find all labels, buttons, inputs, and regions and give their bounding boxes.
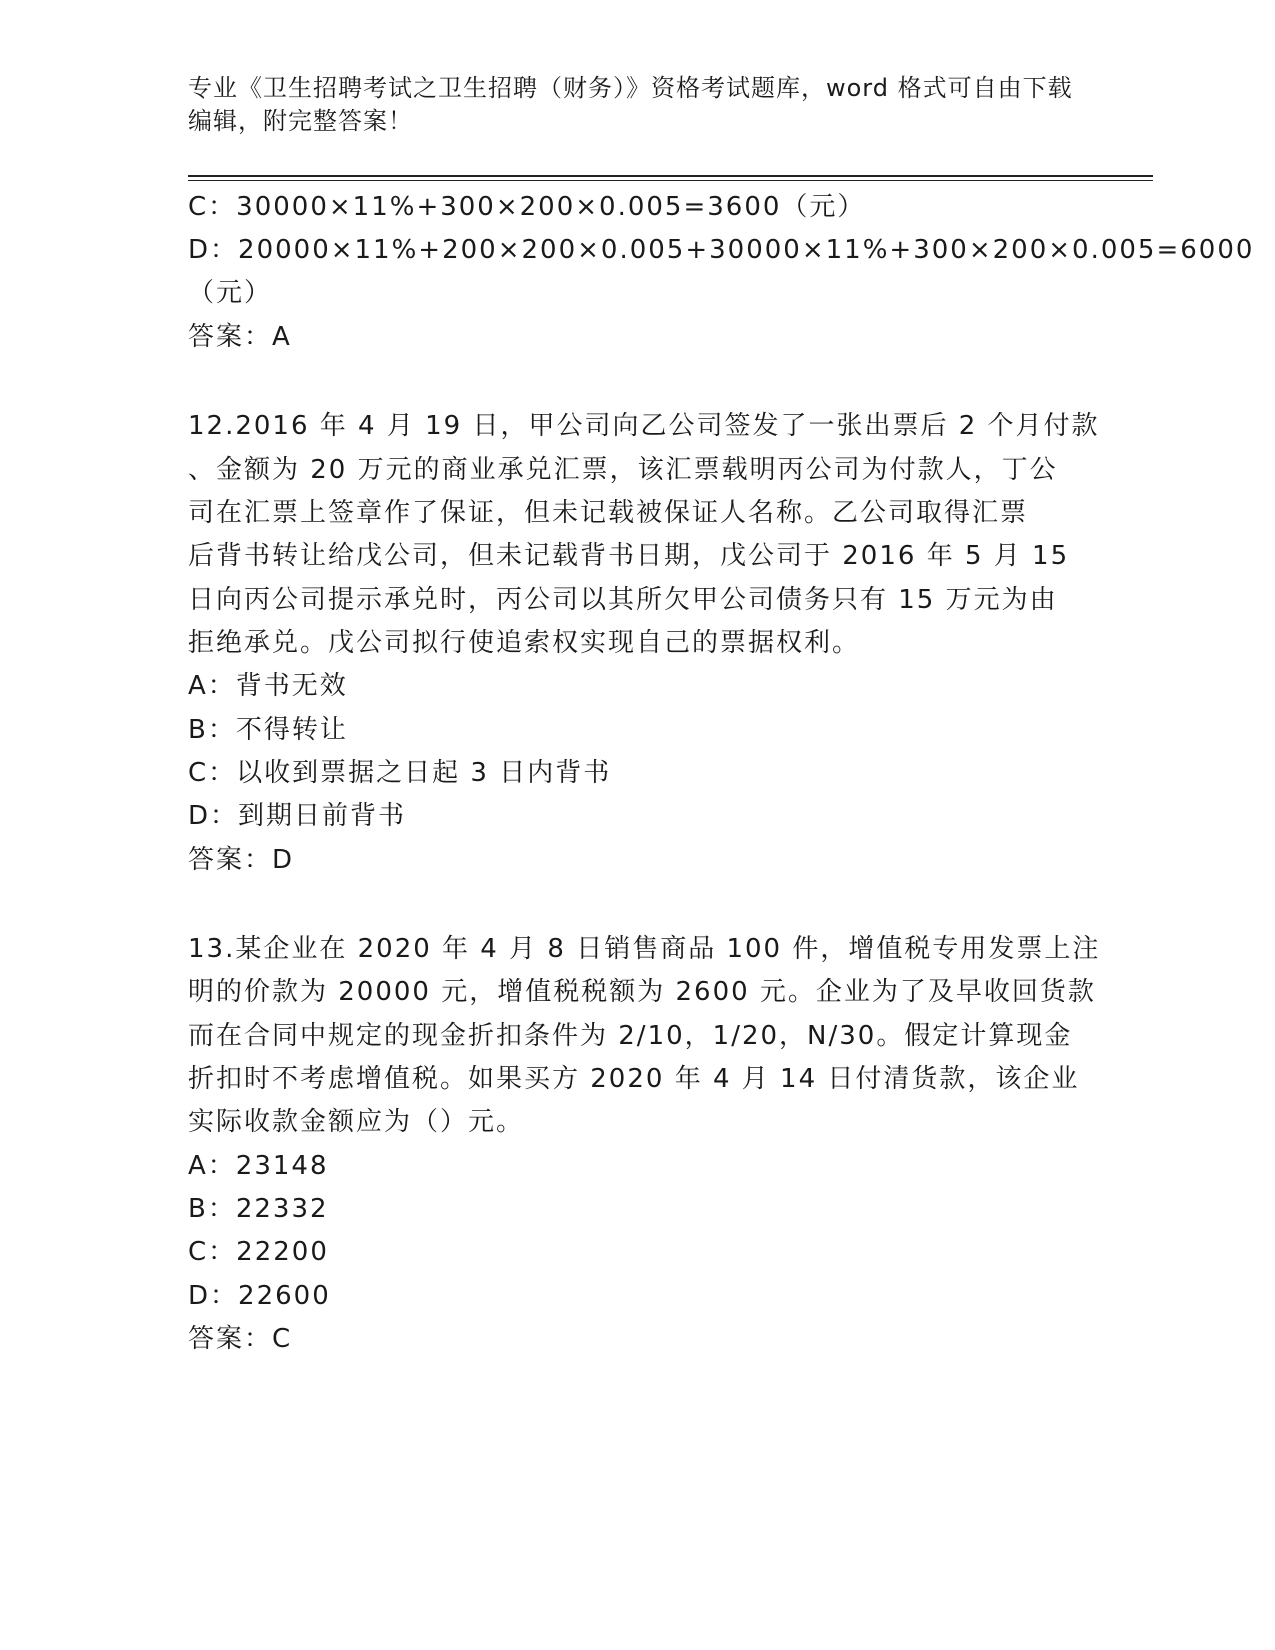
header-divider-thick — [188, 175, 1153, 177]
q12-option-b: B：不得转让 — [188, 715, 348, 745]
prev-option-d-line-1: D：20000×11%+200×200×0.005+30000×11%+300×200×0.005=6000 — [188, 235, 1255, 265]
prev-option-d-line-2: （元） — [188, 278, 273, 308]
header-line-2: 编辑，附完整答案！ — [188, 107, 413, 135]
q13-line: 13.某企业在 2020 年 4 月 8 日销售商品 100 件，增值税专用发票上注 — [188, 934, 1101, 964]
prev-answer: 答案：A — [188, 322, 292, 352]
q12-line: 、金额为 20 万元的商业承兑汇票，该汇票载明丙公司为付款人，丁公 — [188, 455, 1058, 485]
q13-line: 而在合同中规定的现金折扣条件为 2/10，1/20，N/30。假定计算现金 — [188, 1021, 1073, 1051]
q12-option-d: D：到期日前背书 — [188, 801, 407, 831]
q13-line: 折扣时不考虑增值税。如果买方 2020 年 4 月 14 日付清货款，该企业 — [188, 1064, 1080, 1094]
q12-option-a: A：背书无效 — [188, 671, 348, 701]
q13-option-d: D：22600 — [188, 1281, 331, 1311]
q13-option-a: A：23148 — [188, 1151, 329, 1181]
q12-line: 12.2016 年 4 月 19 日，甲公司向乙公司签发了一张出票后 2 个月付款 — [188, 411, 1100, 441]
q13-option-c: C：22200 — [188, 1237, 329, 1267]
prev-option-c: C：30000×11%+300×200×0.005=3600（元） — [188, 192, 866, 222]
q12-answer: 答案：D — [188, 845, 295, 875]
q12-line: 后背书转让给戊公司，但未记载背书日期，戊公司于 2016 年 5 月 15 — [188, 541, 1070, 571]
document-header — [188, 72, 1088, 138]
q13-line: 实际收款金额应为（）元。 — [188, 1107, 525, 1137]
header-line-1: 专业《卫生招聘考试之卫生招聘（财务）》资格考试题库，word 格式可自由下载 — [188, 74, 1073, 102]
q13-answer: 答案：C — [188, 1324, 293, 1354]
header-divider-thin — [188, 180, 1153, 181]
q13-option-b: B：22332 — [188, 1194, 329, 1224]
q13-line: 明的价款为 20000 元，增值税税额为 2600 元。企业为了及早收回货款 — [188, 977, 1096, 1007]
q12-line: 拒绝承兑。戊公司拟行使追索权实现自己的票据权利。 — [188, 628, 861, 658]
q12-line: 日向丙公司提示承兑时，丙公司以其所欠甲公司债务只有 15 万元为由 — [188, 585, 1058, 615]
q12-line: 司在汇票上签章作了保证，但未记载被保证人名称。乙公司取得汇票 — [188, 498, 1029, 528]
q12-option-c: C：以收到票据之日起 3 日内背书 — [188, 758, 612, 788]
